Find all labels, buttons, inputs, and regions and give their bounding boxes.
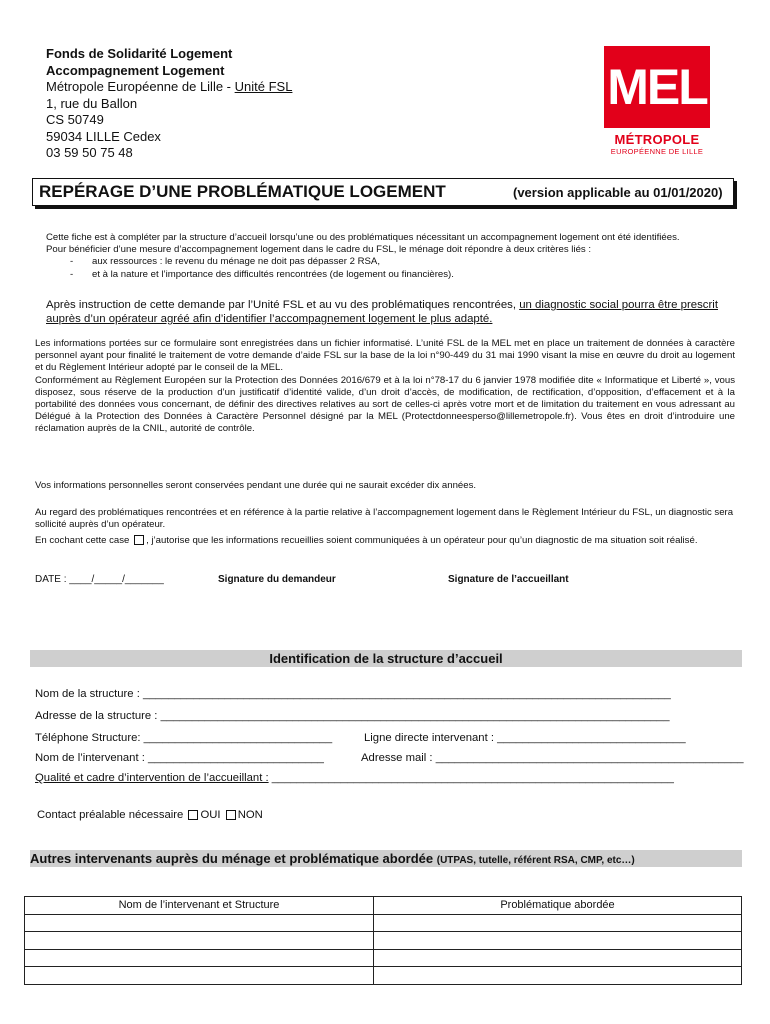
telephone-structure-field[interactable]: Téléphone Structure: ______________________________: [35, 732, 333, 744]
section-intervenants-subtitle: (UTPAS, tutelle, référent RSA, CMP, etc…): [436, 855, 635, 866]
address-street: 1, rue du Ballon: [46, 95, 138, 111]
adresse-structure-field[interactable]: Adresse de la structure : _________________________________________________________________________________: [35, 710, 670, 722]
table-row: [25, 932, 742, 950]
intro-p3-underlined: un diagnostic social pourra être prescrit auprès d’un opérateur agréé afin d’identifier l’accompagnement logement le plus adapté.: [46, 299, 718, 325]
signature-accueillant-label: Signature de l’accueillant: [448, 574, 569, 585]
intro-p2: Pour bénéficier d’une mesure d’accompagnement logement dans le cadre du FSL, le ménage doit répondre à deux critères liés :: [46, 244, 592, 256]
non-label: NON: [237, 809, 263, 821]
table-row: [25, 949, 742, 967]
table-cell[interactable]: [374, 949, 742, 967]
section-identification-title: Identification de la structure d’accueil: [269, 651, 503, 666]
section-intervenants-title: Autres intervenants auprès du ménage et problématique abordée: [30, 851, 434, 866]
oui-checkbox[interactable]: [188, 810, 198, 820]
table-cell[interactable]: [25, 932, 374, 950]
ligne-directe-field[interactable]: Ligne directe intervenant : ______________________________: [364, 732, 686, 744]
nom-intervenant-field[interactable]: Nom de l’intervenant : ____________________________: [35, 752, 324, 764]
non-checkbox[interactable]: [226, 810, 236, 820]
legal-p3: Vos informations personnelles seront conservées pendant une durée qui ne saurait excéder dix années.: [35, 480, 477, 491]
table-cell[interactable]: [25, 914, 374, 932]
table-header-row: [25, 897, 742, 915]
qualite-field[interactable]: Qualité et cadre d’intervention de l’accueillant : ________________________________________________________________: [35, 772, 674, 784]
oui-label: OUI: [200, 809, 221, 821]
phone-number: 03 59 50 75 48: [46, 145, 133, 160]
document-title: REPÉRAGE D’UNE PROBLÉMATIQUE LOGEMENT: [39, 182, 446, 201]
address-cs: CS 50749: [46, 112, 104, 127]
mel-logo: [604, 46, 710, 158]
intro-bullet-2: - et à la nature et l’importance des difficultés rencontrées (de logement ou financières).: [70, 268, 454, 280]
sender-address: [46, 46, 292, 162]
document-version: (version applicable au 01/01/2020): [513, 185, 723, 200]
intervenants-table: [24, 896, 742, 985]
legal-p2: Conformément au Règlement Européen sur la Protection des Données 2016/679 et à la loi n°78-17 du 6 janvier 1978 modifiée dite « Informatique et Liberté », vous disposez, sous réserve de la production d’un justificatif d’identité valide, d’un droit d’accès, de modification, de rectification, d’opposition, d’effacement et à la portabilité des données vous concernant, de définir des directives relatives au sort de celles-ci après votre mort et de limitation du traitement en vous adressant au Délégué à la Protection des Données à Caractère Personnel désigné par la MEL (Protectdonneesperso@lillemetropole.fr). Vous êtes en droit d’introduire une réclamation auprès de la CNIL, autorité de contrôle.: [35, 374, 735, 435]
section-intervenants-header: [30, 850, 742, 867]
col-intervenant-header: Nom de l’intervenant et Structure: [25, 897, 374, 915]
signature-demandeur-label: Signature du demandeur: [218, 574, 336, 585]
table-cell[interactable]: [374, 914, 742, 932]
legal-p5: En cochant cette case , j’autorise que les informations recueillies soient communiquées à un opérateur pour qu’un diagnostic de ma situation soit réalisé.: [35, 535, 698, 546]
table-row: [25, 914, 742, 932]
table-cell[interactable]: [25, 967, 374, 985]
table-row: [25, 967, 742, 985]
date-field[interactable]: DATE : ____/_____/_______: [35, 574, 164, 585]
unit-fsl-text: Unité FSL: [234, 79, 293, 94]
logo-mel-text: MEL: [607, 59, 707, 115]
table-cell[interactable]: [374, 932, 742, 950]
intro-p3: Après instruction de cette demande par l’Unité FSL et au vu des problématiques rencontrées, un diagnostic social pourra être prescrit auprès d’un opérateur agréé afin d’identifier l’accompagnement logement le plus adapté.: [46, 299, 718, 325]
contact-prealable: Contact préalable nécessaire OUI NON: [37, 809, 263, 821]
intro-p1: Cette fiche est à compléter par la structure d’accueil lorsqu’une ou des problématiques nécessitant un accompagnement logement ont été identifiées.: [46, 232, 680, 243]
org-unit: Métropole Européenne de Lille - Unité FSL: [46, 79, 293, 94]
consent-checkbox[interactable]: [134, 535, 144, 545]
legal-p1: Les informations portées sur ce formulaire sont enregistrées dans un fichier informatisé. L’unité FSL de la MEL met en place un traitement de données à caractère personnel ayant pour finalité le traitement de votre demande d’aide FSL sur la base de la loi n°90-449 du 31 mai 1990 visant la mise en œuvre du droit au logement et du Règlement Intérieur adopté par le conseil de la MEL.: [35, 338, 735, 374]
section-identification-header: [30, 650, 742, 667]
intro-bullet-1: - aux ressources : le revenu du ménage ne doit pas dépasser 2 RSA,: [70, 256, 380, 268]
document-title-box: [32, 178, 734, 206]
logo-euro-text: EUROPÉENNE DE LILLE: [610, 147, 704, 156]
col-problematique-header: Problématique abordée: [374, 897, 742, 915]
table-cell[interactable]: [25, 949, 374, 967]
table-cell[interactable]: [374, 967, 742, 985]
intro-block: [46, 232, 736, 281]
logo-metropole-text: MÉTROPOLE: [614, 132, 700, 147]
adresse-mail-field[interactable]: Adresse mail : _________________________________________________: [361, 752, 744, 764]
legal-block: [35, 338, 735, 436]
org-service: Accompagnement Logement: [46, 62, 225, 78]
org-name: Fonds de Solidarité Logement: [46, 46, 233, 61]
address-city: 59034 LILLE Cedex: [46, 128, 161, 144]
nom-structure-field[interactable]: Nom de la structure : ____________________________________________________________________________________: [35, 688, 671, 700]
legal-p4: Au regard des problématiques rencontrées et en référence à la partie relative à l’accompagnement logement dans le Règlement Intérieur du FSL, un diagnostic sera sollicité auprès d’un opérateur.: [35, 507, 734, 531]
